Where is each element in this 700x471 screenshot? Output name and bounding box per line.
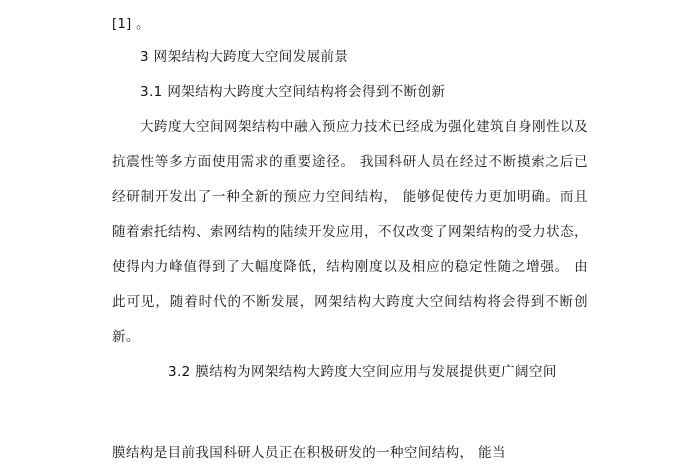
body-paragraph-1: 大跨度大空间网架结构中融入预应力技术已经成为强化建筑自身刚性以及抗震性等多方面使用需求的重要途径。 我国科研人员在经过不断摸索之后已经研制开发出了一种全新的预应力空间结构， 能够促使传力更加明确。而且随着索托结构、索网结构的陆续开发应用，不仅改变了网架结构的受力状态，使得内力峰值得到了大幅度降低，结构刚度以及相应的稳定性随之增强。 由此可见，随着时代的不断发展，网架结构大跨度大空间结构将会得到不断创新。 [112, 119, 588, 345]
document-body [112, 0, 588, 390]
subsection-heading-3-2: 3.2 膜结构为网架结构大跨度大空间应用与发展提供更广阔空间 [168, 364, 557, 380]
clipped-bottom-line [112, 445, 588, 470]
clipped-bottom-line-text: 膜结构是目前我国科研人员正在积极研发的一种空间结构， 能当 [112, 445, 506, 461]
subsection-heading-3-1: 3.1 网架结构大跨度大空间结构将会得到不断创新 [140, 84, 446, 100]
reference-marker: [1] 。 [112, 17, 150, 32]
section-heading-3: 3 网架结构大跨度大空间发展前景 [140, 49, 349, 65]
